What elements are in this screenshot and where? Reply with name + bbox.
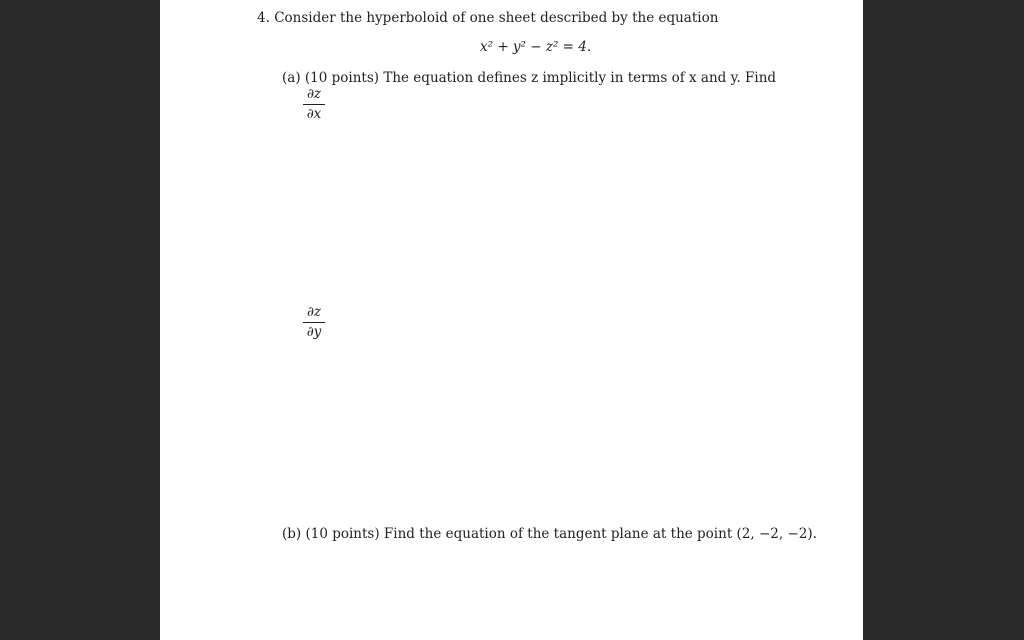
part-b-text: Find the equation of the tangent plane at the point (2, −2, −2). [383,526,817,542]
part-a-points: (10 points) [304,70,380,86]
partial-z-x-numerator: ∂z [306,86,322,102]
partial-z-x-fraction [303,87,325,122]
fraction-bar [303,322,325,323]
partial-z-x-denominator: ∂x [306,106,322,122]
partial-z-y-fraction [303,305,325,340]
hyperboloid-equation: x² + y² − z² = 4. [480,39,592,55]
partial-z-y-denominator: ∂y [306,324,322,340]
part-a-label: (a) [282,70,301,86]
part-b-statement [282,526,817,542]
part-a-text: The equation defines z implicitly in terms of x and y. Find [383,70,777,86]
part-b-label: (b) [282,526,302,542]
partial-z-y-numerator: ∂z [306,304,322,320]
document-page [160,0,863,640]
problem-number: 4. [257,10,270,26]
part-b-points: (10 points) [305,526,380,542]
problem-intro: Consider the hyperboloid of one sheet described by the equation [274,10,719,26]
problem-statement [257,10,718,26]
part-a-statement [282,70,776,86]
fraction-bar [303,104,325,105]
